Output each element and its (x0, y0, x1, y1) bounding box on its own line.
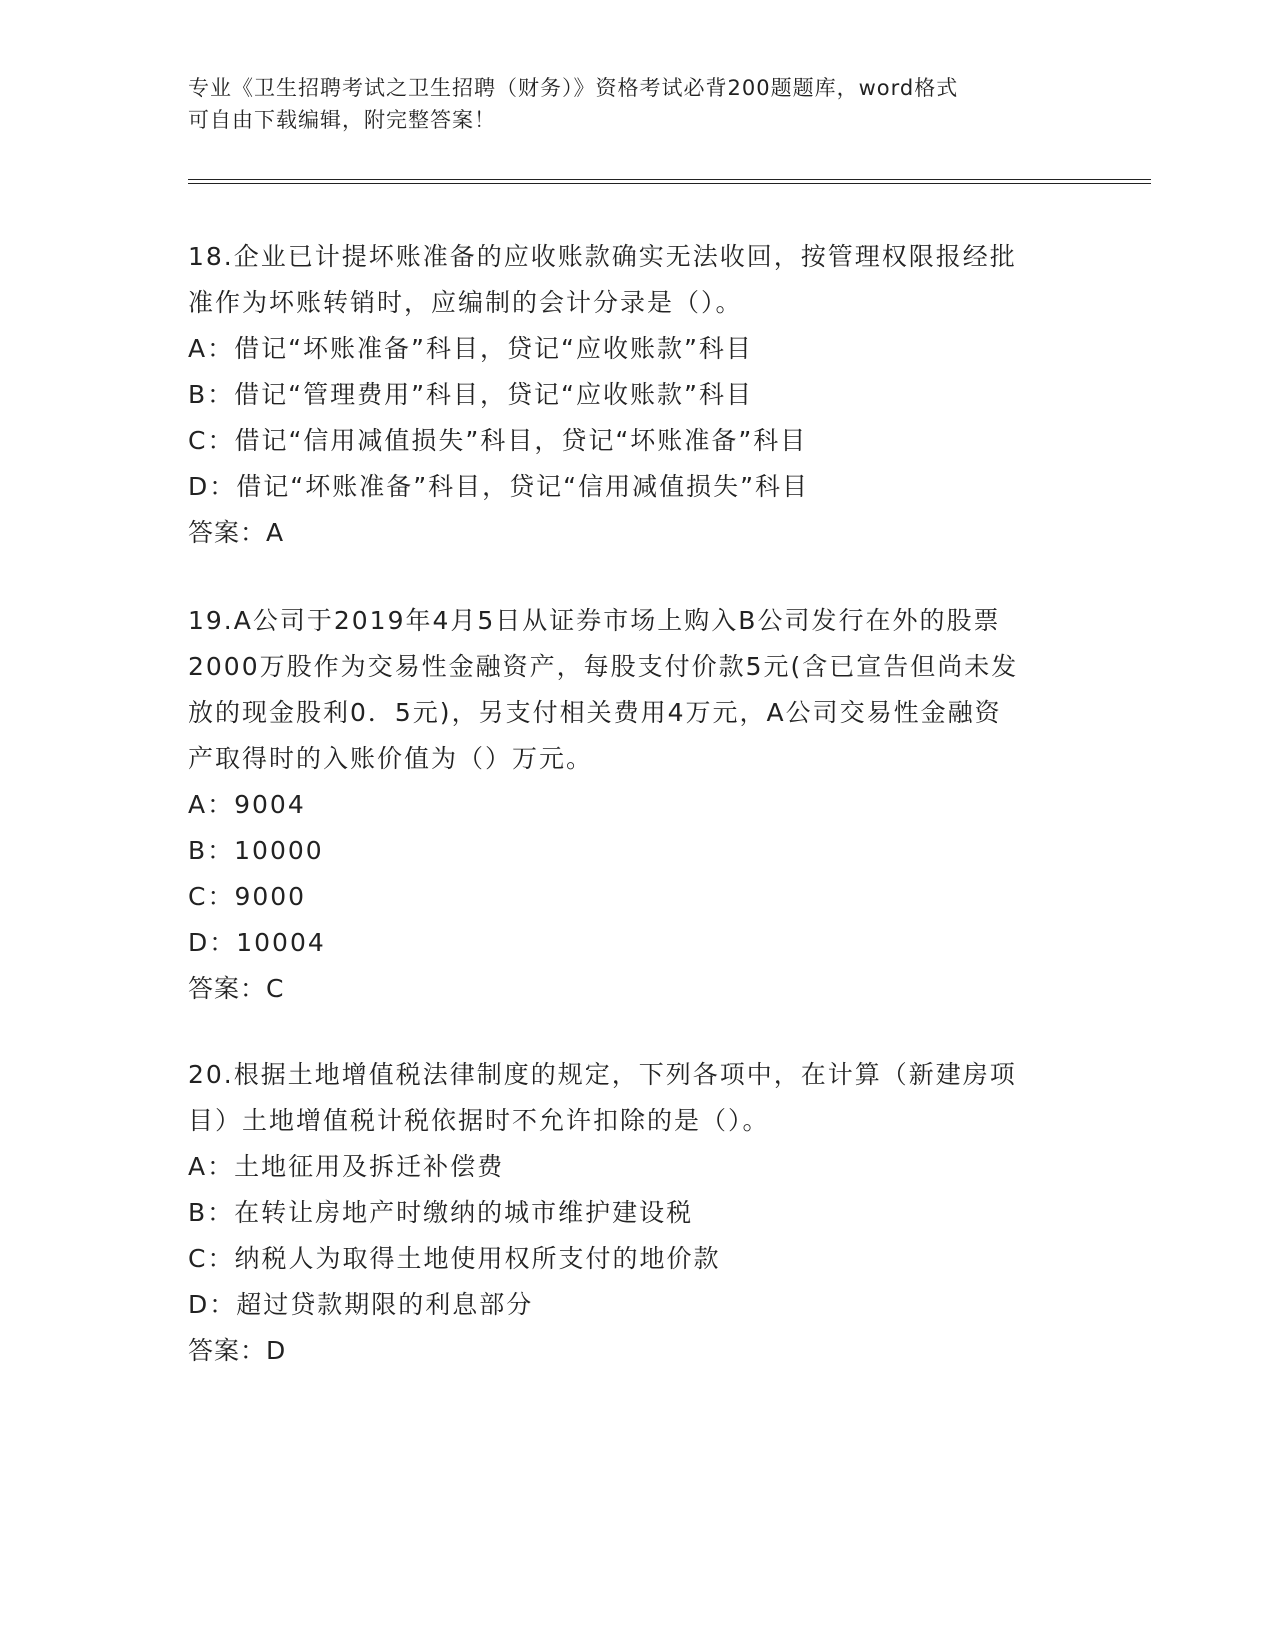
question-text-line: 2000万股作为交易性金融资产，每股支付价款5元(含已宣告但尚未发 (188, 652, 1019, 681)
question-18 (188, 234, 1088, 556)
option-d: D：借记“坏账准备”科目，贷记“信用减值损失”科目 (188, 472, 810, 501)
answer: 答案：A (188, 518, 285, 547)
option-a: A：9004 (188, 790, 306, 819)
question-text-line: 19.A公司于2019年4月5日从证券市场上购入B公司发行在外的股票 (188, 606, 1001, 635)
question-20 (188, 1052, 1088, 1374)
question-text-line: 18.企业已计提坏账准备的应收账款确实无法收回，按管理权限报经批 (188, 242, 1017, 271)
document-header (188, 72, 1088, 136)
option-c: C：借记“信用减值损失”科目，贷记“坏账准备”科目 (188, 426, 808, 455)
option-c: C：9000 (188, 882, 307, 911)
option-d: D：超过贷款期限的利息部分 (188, 1290, 534, 1319)
question-text-line: 放的现金股利0．5元)，另支付相关费用4万元，A公司交易性金融资 (188, 698, 1002, 727)
header-line-2: 可自由下载编辑，附完整答案！ (188, 108, 496, 132)
answer: 答案：C (188, 974, 285, 1003)
header-line-1: 专业《卫生招聘考试之卫生招聘（财务）》资格考试必背200题题库，word格式 (188, 76, 959, 100)
header-divider-bottom (188, 183, 1151, 184)
option-b: B：在转让房地产时缴纳的城市维护建设税 (188, 1198, 694, 1227)
option-d: D：10004 (188, 928, 326, 957)
option-b: B：10000 (188, 836, 324, 865)
question-text-line: 目）土地增值税计税依据时不允许扣除的是（）。 (188, 1106, 770, 1135)
option-a: A：借记“坏账准备”科目，贷记“应收账款”科目 (188, 334, 753, 363)
question-text-line: 准作为坏账转销时，应编制的会计分录是（）。 (188, 288, 743, 317)
header-divider-top (188, 179, 1151, 180)
question-19 (188, 598, 1088, 1012)
option-c: C：纳税人为取得土地使用权所支付的地价款 (188, 1244, 721, 1273)
question-text-line: 产取得时的入账价值为（）万元。 (188, 744, 594, 773)
question-text-line: 20.根据土地增值税法律制度的规定，下列各项中，在计算（新建房项 (188, 1060, 1017, 1089)
option-a: A：土地征用及拆迁补偿费 (188, 1152, 505, 1181)
answer: 答案：D (188, 1336, 287, 1365)
option-b: B：借记“管理费用”科目，贷记“应收账款”科目 (188, 380, 753, 409)
